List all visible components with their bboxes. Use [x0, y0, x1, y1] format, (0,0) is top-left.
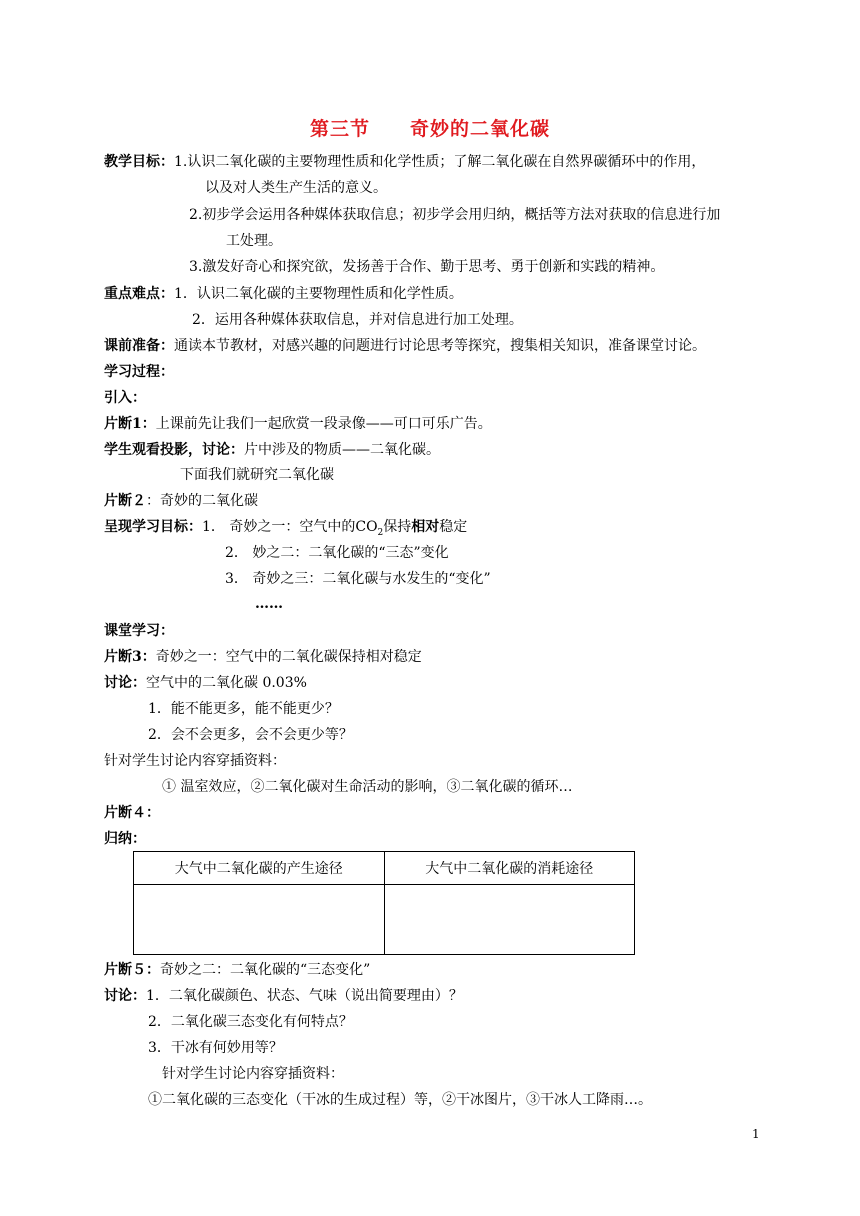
present-line-1 — [104, 517, 467, 543]
segment-3-line — [104, 647, 422, 667]
segment-2-line — [104, 491, 258, 511]
present-1-sub: 2 — [377, 527, 384, 538]
table-header-consume: 大气中二氧化碳的消耗途径 — [384, 852, 635, 885]
discussion-2-line — [104, 986, 463, 1006]
goals-label: 教学目标： — [104, 154, 174, 170]
present-ellipsis: …… — [255, 596, 283, 612]
present-3: 3． 奇妙之三：二氧化碳与水发生的“变化” — [225, 571, 491, 587]
summary-label: 归纳： — [104, 831, 146, 847]
goals-line-1 — [104, 152, 705, 172]
goal-1a: 1.认识二氧化碳的主要物理性质和化学性质；了解二氧化碳在自然界碳循环中的作用， — [174, 154, 706, 170]
key-points-line-1 — [104, 284, 463, 304]
discussion-2-q3: 3．干冰有何妙用等？ — [148, 1040, 283, 1056]
discussion-1-text: 空气中的二氧化碳 0.03% — [146, 675, 307, 691]
discussion-2-label: 讨论： — [104, 988, 146, 1004]
materials-1: ① 温室效应，②二氧化碳对生命活动的影响，③二氧化碳的循环… — [162, 779, 573, 795]
materials-2: ①二氧化碳的三态变化（干冰的生成过程）等，②干冰图片，③干冰人工降雨…。 — [148, 1092, 652, 1108]
segment-5-text: 奇妙之二：二氧化碳的“三态变化” — [160, 962, 371, 978]
discussion-1-label: 讨论： — [104, 675, 146, 691]
present-label: 呈现学习目标： — [104, 519, 202, 535]
prep-label: 课前准备： — [104, 338, 174, 354]
present-1-bold: 相对 — [411, 519, 440, 535]
table-cell-consume — [384, 885, 635, 955]
class-heading: 课堂学习： — [104, 623, 174, 639]
process-heading: 学习过程： — [104, 364, 174, 380]
table-cell-produce — [134, 885, 385, 955]
summary-table — [133, 851, 635, 955]
prep-text: 通读本节教材，对感兴趣的问题进行讨论思考等探究，搜集相关知识，准备课堂讨论。 — [174, 338, 706, 354]
prep-line — [104, 336, 706, 356]
key-points-label: 重点难点： — [104, 286, 174, 302]
goal-3: 3.激发好奇心和探究欲，发扬善于合作、勤于思考、勇于创新和实践的精神。 — [189, 259, 665, 275]
segment-4-label: 片断４： — [104, 805, 160, 821]
intro-heading: 引入： — [104, 390, 146, 406]
watch-label: 学生观看投影，讨论： — [104, 442, 244, 458]
title-topic: 奇妙的二氧化碳 — [410, 118, 551, 140]
present-2: 2． 妙之二：二氧化碳的“三态”变化 — [225, 545, 449, 561]
page-number: 1 — [752, 1127, 760, 1141]
table-row — [134, 885, 635, 955]
segment-1-text: 上课前先让我们一起欣赏一段录像——可口可乐广告。 — [155, 416, 492, 432]
present-1-pre: 1． 奇妙之一：空气中的CO — [202, 519, 378, 535]
insert-materials-2-label: 针对学生讨论内容穿插资料： — [162, 1066, 344, 1082]
watch-text: 片中涉及的物质——二氧化碳。 — [244, 442, 440, 458]
segment-1-label: 片断1： — [104, 416, 156, 432]
discussion-2-q1: 1．二氧化碳颜色、状态、气味（说出简要理由）？ — [146, 988, 463, 1004]
discussion-2-q2: 2．二氧化碳三态变化有何特点？ — [148, 1014, 353, 1030]
present-1-post: 稳定 — [439, 519, 468, 535]
key-point-1: 1．认识二氧化碳的主要物理性质和化学性质。 — [174, 286, 463, 302]
present-1-mid: 保持 — [383, 519, 412, 535]
next-line: 下面我们就研究二氧化碳 — [180, 467, 334, 483]
discussion-1-line — [104, 673, 307, 693]
page-title — [0, 114, 860, 141]
watch-line — [104, 440, 440, 460]
segment-3-text: 奇妙之一：空气中的二氧化碳保持相对稳定 — [155, 649, 422, 665]
table-header-row — [134, 852, 635, 885]
segment-2-text: ：奇妙的二氧化碳 — [146, 493, 258, 509]
title-section: 第三节 — [309, 118, 370, 140]
segment-5-line — [104, 960, 370, 980]
insert-materials-1-label: 针对学生讨论内容穿插资料： — [104, 753, 286, 769]
table-header-produce: 大气中二氧化碳的产生途径 — [134, 852, 385, 885]
segment-2-label: 片断２ — [104, 493, 146, 509]
segment-1-line — [104, 414, 492, 434]
goal-2a: 2.初步学会运用各种媒体获取信息；初步学会用归纳，概括等方法对获取的信息进行加 — [189, 207, 721, 223]
discussion-1-q1: 1．能不能更多，能不能更少？ — [148, 701, 339, 717]
segment-3-label: 片断3： — [104, 649, 156, 665]
segment-5-label: 片断５： — [104, 962, 160, 978]
goal-1b: 以及对人类生产生活的意义。 — [205, 180, 387, 196]
discussion-1-q2: 2．会不会更多，会不会更少等？ — [148, 727, 353, 743]
key-point-2: 2．运用各种媒体获取信息，并对信息进行加工处理。 — [192, 312, 523, 328]
goal-2b: 工处理。 — [226, 233, 282, 249]
